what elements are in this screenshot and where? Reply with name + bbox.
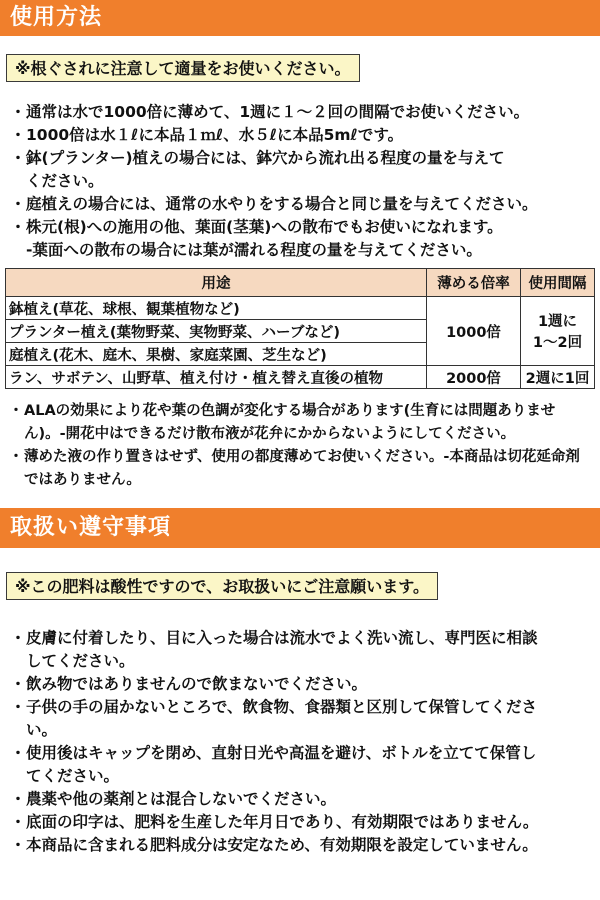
list-item: ・皮膚に付着したり、目に入った場合は流水でよく洗い流し、専門医に相談 してください。	[10, 629, 538, 670]
list-item: ・本商品に含まれる肥料成分は安定なため、有効期限を設定していません。	[10, 836, 538, 854]
ratio-cell: 2000倍	[427, 366, 521, 389]
list-item: ・子供の手の届かないところで、飲食物、食器類と区別して保管してくださ い。	[10, 698, 538, 739]
list-item: ・使用後はキャップを閉め、直射日光や高温を避け、ボトルを立てて保管し てください。	[10, 744, 537, 785]
section-header-handling	[0, 508, 600, 548]
section-header-usage	[0, 0, 600, 36]
column-header-usage: 用途	[6, 269, 427, 297]
list-item: ・ALAの効果により花や葉の色調が変化する場合があります(生育には問題ありません)。-開花中はできるだけ散布液が花弁にかからないようにしてください。	[8, 403, 556, 442]
handling-rules-list	[10, 627, 592, 857]
usage-cell: 鉢植え(草花、球根、観葉植物など)	[6, 297, 427, 320]
column-header-ratio: 薄める倍率	[427, 269, 521, 297]
usage-cell: ラン、サボテン、山野草、植え付け・植え替え直後の植物	[6, 366, 427, 389]
column-header-interval: 使用間隔	[521, 269, 595, 297]
acid-caution-note: ※この肥料は酸性ですので、お取扱いにご注意願います。	[6, 572, 438, 600]
table-header-row	[6, 269, 595, 297]
list-item: ・鉢(プランター)植えの場合には、鉢穴から流れ出る程度の量を与えて ください。	[10, 149, 505, 190]
caution-note: ※根ぐされに注意して適量をお使いください。	[6, 54, 360, 82]
usage-cell: プランター植え(葉物野菜、実物野菜、ハーブなど)	[6, 320, 427, 343]
interval-cell: 2週に1回	[521, 366, 595, 389]
table-notes-list	[8, 400, 590, 492]
list-item: ・1000倍は水１ℓに本品１ｍℓ、水５ℓに本品5mℓです。	[10, 126, 404, 144]
usage-cell: 庭植え(花木、庭木、果樹、家庭菜園、芝生など)	[6, 343, 427, 366]
table-row	[6, 366, 595, 389]
list-item: ・株元(根)への施用の他、葉面(茎葉)への散布でもお使いになれます。 -葉面への散布の場合には葉が濡れる程度の量を与えてください。	[10, 218, 503, 259]
section-title: 取扱い遵守事項	[10, 515, 172, 540]
list-item: ・底面の印字は、肥料を生産した年月日であり、有効期限ではありません。	[10, 813, 539, 831]
list-item: ・庭植えの場合には、通常の水やりをする場合と同じ量を与えてください。	[10, 195, 538, 213]
list-item: ・農薬や他の薬剤とは混合しないでください。	[10, 790, 337, 808]
list-item: ・飲み物ではありませんので飲まないでください。	[10, 675, 368, 693]
table-row	[6, 297, 595, 320]
ratio-cell: 1000倍	[427, 297, 521, 366]
section-title: 使用方法	[10, 5, 103, 30]
list-item: ・薄めた液の作り置きはせず、使用の都度薄めてお使いください。-本商品は切花延命剤ではありません。	[8, 449, 580, 488]
usage-instructions-list	[10, 101, 590, 262]
interval-cell: 1週に 1～2回	[521, 297, 595, 366]
dilution-table	[5, 268, 595, 389]
list-item: ・通常は水で1000倍に薄めて、1週に１～２回の間隔でお使いください。	[10, 103, 530, 121]
